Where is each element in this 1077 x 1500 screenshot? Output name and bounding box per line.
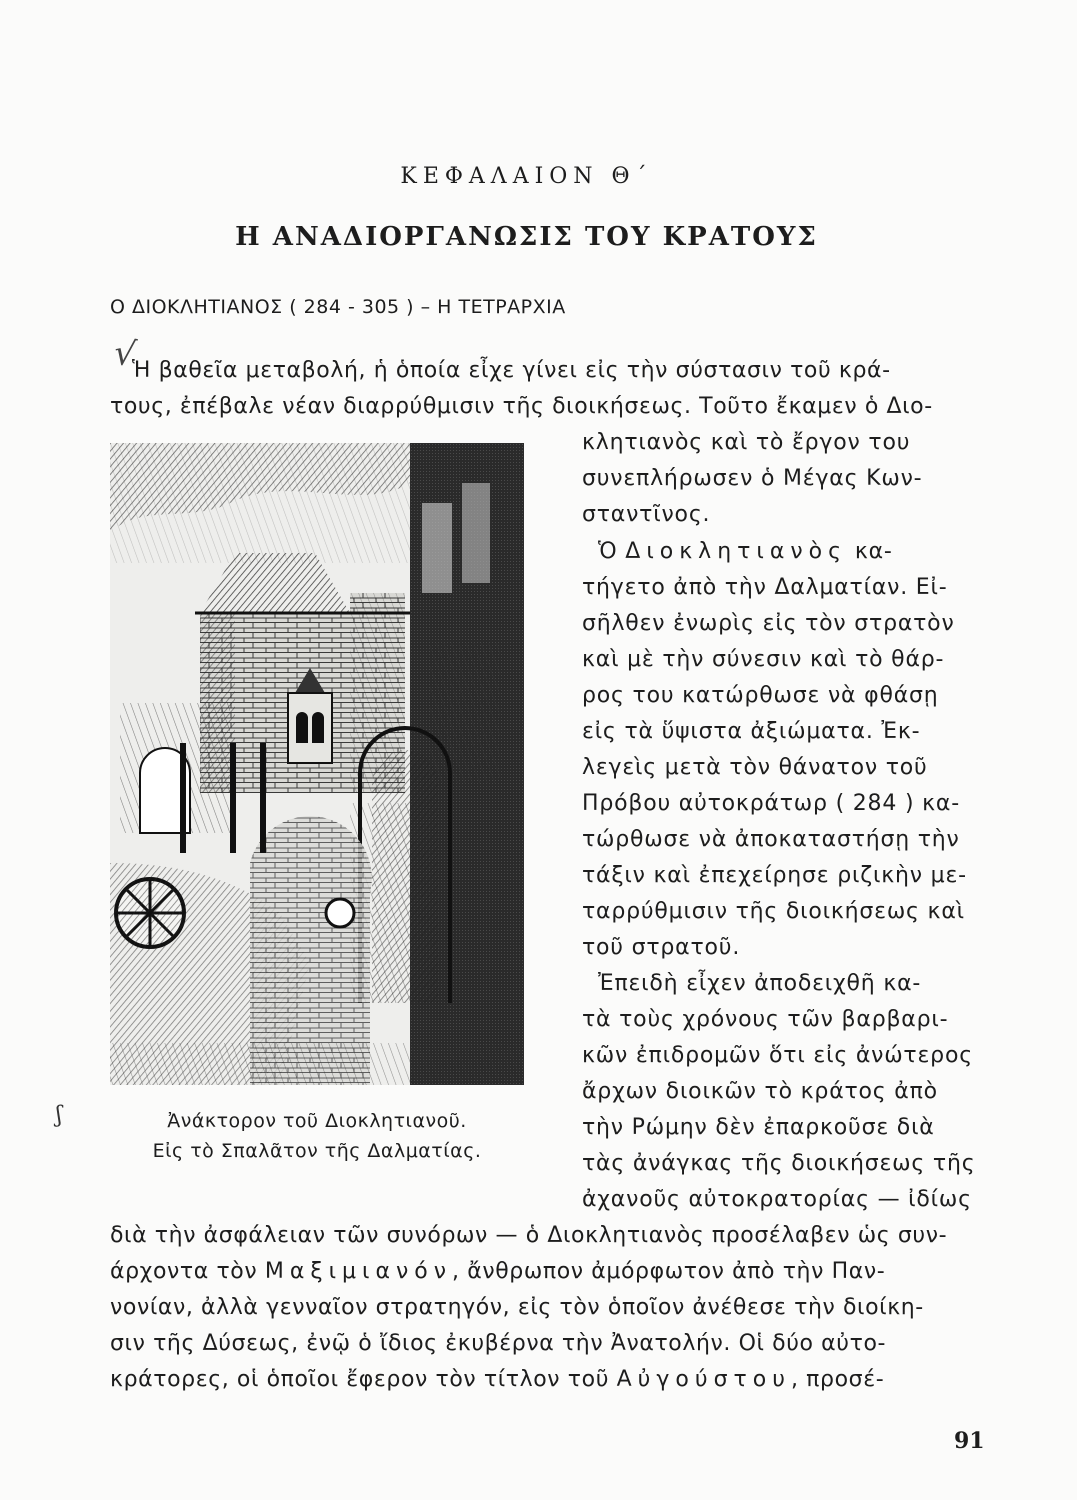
margin-check-mark: √: [111, 332, 139, 376]
chapter-title: Η ΑΝΑΔΙΟΡΓΑΝΩΣΙΣ ΤΟΥ ΚΡΑΤΟΥΣ: [235, 222, 818, 252]
page-number: 91: [954, 1428, 985, 1454]
text-line: νονίαν, ἀλλὰ γενναῖον στρατηγόν, εἰς τὸν ὁποῖον ἀνέθεσε τὴν διοίκη-: [110, 1295, 924, 1320]
text-line: τὴν Ρώμην δὲν ἐπαρκοῦσε διὰ: [582, 1115, 935, 1140]
text-line: τὰ τοὺς χρόνους τῶν βαρβαρι-: [582, 1007, 949, 1032]
text-line: τώρθωσε νὰ ἀποκαταστήσῃ τὴν: [582, 827, 960, 852]
article-spaced: Ὁ: [598, 539, 618, 564]
palace-engraving: [110, 443, 524, 1085]
margin-bracket-mark: ʃ: [56, 1103, 62, 1128]
emphasized-name-diocletian: Διοκλητιανὸς: [625, 539, 848, 564]
emphasized-name-maximian: Μαξιμιανόν: [264, 1259, 453, 1284]
emphasized-title-augustus: Αὐγούστου: [616, 1367, 791, 1392]
text-line: διὰ τὴν ἀσφάλειαν τῶν συνόρων — ὁ Διοκλητιανὸς προσέλαβεν ὡς συν-: [110, 1223, 948, 1248]
text-line: σῆλθεν ἐνωρὶς εἰς τὸν στρατὸν: [582, 611, 955, 636]
text-line: τοῦ στρατοῦ.: [582, 935, 741, 960]
chapter-label: ΚΕΦΑΛΑΙΟΝ Θ΄: [400, 164, 653, 189]
text-line: Ἡ βαθεῖα μεταβολή, ἡ ὁποία εἶχε γίνει εἰς τὴν σύστασιν τοῦ κρά-: [132, 358, 891, 383]
palace-illustration: [110, 443, 524, 1085]
line-fragment: άρχοντα τὸν: [110, 1259, 258, 1284]
section-title: Ο ΔΙΟΚΛΗΤΙΑΝΟΣ ( 284 - 305 ) – Η ΤΕΤΡΑΡΧΙΑ: [110, 296, 566, 318]
text-line: τους, ἐπέβαλε νέαν διαρρύθμισιν τῆς διοικήσεως. Τοῦτο ἔκαμεν ὁ Διο-: [110, 394, 933, 419]
text-line: [110, 1367, 884, 1392]
text-line: Πρόβου αὐτοκράτωρ ( 284 ) κα-: [582, 791, 960, 816]
text-line: σταντῖνος.: [582, 502, 711, 527]
text-line: ἄρχων διοικῶν τὸ κράτος ἀπὸ: [582, 1079, 938, 1104]
text-line: ἀχανοῦς αὐτοκρατορίας — ἰδίως: [582, 1187, 972, 1212]
text-line: λεγεὶς μετὰ τὸν θάνατον τοῦ: [582, 755, 928, 780]
text-line: ταρρύθμισιν τῆς διοικήσεως καὶ: [582, 899, 965, 924]
text-line: [598, 539, 893, 564]
line-fragment: κα-: [854, 539, 893, 564]
text-line: συνεπλήρωσεν ὁ Μέγας Κων-: [582, 466, 923, 491]
text-line: Ἐπειδὴ εἶχεν ἀποδειχθῆ κα-: [598, 971, 922, 996]
text-line: κῶν ἐπιδρομῶν ὅτι εἰς ἀνώτερος: [582, 1043, 973, 1068]
line-fragment: , προσέ-: [791, 1367, 885, 1392]
text-line: τήγετο ἀπὸ τὴν Δαλματίαν. Εἰ-: [582, 575, 948, 600]
text-line: σιν τῆς Δύσεως, ἐνῷ ὁ ἴδιος ἐκυβέρνα τὴν Ἀνατολήν. Οἱ δύο αὐτο-: [110, 1331, 887, 1356]
text-line: τὰς ἀνάγκας τῆς διοικήσεως τῆς: [582, 1151, 976, 1176]
line-fragment: , ἄνθρωπον ἀμόρφωτον ἀπὸ τὴν Παν-: [452, 1259, 886, 1284]
figure-caption-title: Ἀνάκτορον τοῦ Διοκλητιανοῦ.: [167, 1110, 467, 1132]
text-line: ρος του κατώρθωσε νὰ φθάσῃ: [582, 683, 939, 708]
text-line: κλητιανὸς καὶ τὸ ἔργον του: [582, 430, 911, 455]
line-fragment: κράτορες, οἱ ὁποῖοι ἔφερον τὸν τίτλον τοῦ: [110, 1367, 610, 1392]
text-line: καὶ μὲ τὴν σύνεσιν καὶ τὸ θάρ-: [582, 647, 945, 672]
text-line: εἰς τὰ ὕψιστα ἀξιώματα. Ἐκ-: [582, 719, 921, 744]
text-line: τάξιν καὶ ἐπεχείρησε ριζικὴν με-: [582, 863, 967, 888]
text-line: [110, 1259, 885, 1284]
figure-caption-location: Εἰς τὸ Σπαλᾶτον τῆς Δαλματίας.: [152, 1140, 482, 1162]
